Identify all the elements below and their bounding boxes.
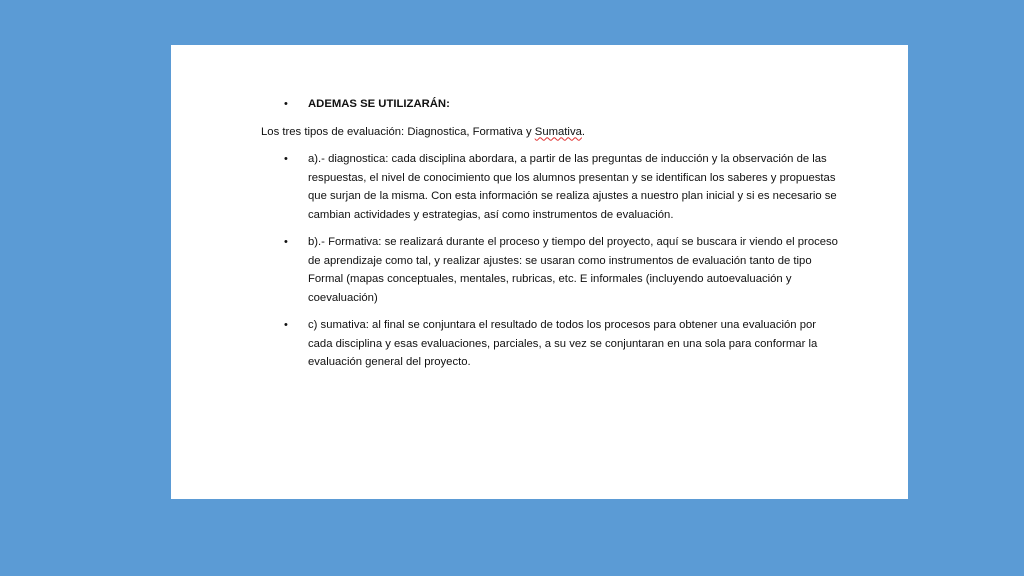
- section-heading: ADEMAS SE UTILIZARÁN:: [308, 98, 450, 110]
- list-item-sumativa: [261, 316, 841, 372]
- intro-paragraph: [261, 123, 841, 142]
- bullet-marker: •: [284, 236, 288, 248]
- heading-item: [261, 95, 841, 114]
- bullet-marker: •: [284, 153, 288, 165]
- list-item-diagnostica: [261, 150, 841, 224]
- document-content: [261, 95, 841, 381]
- list-item-text: a).- diagnostica: cada disciplina abordara, a partir de las preguntas de inducción y la observación de las respuestas, el nivel de conocimiento que los alumnos presentan y se identifican los saberes y propuestas que surjan de la misma. Con esta información se realiza ajustes a nuestro plan inicial y si es necesario se cambian actividades y estrategias, así como instrumentos de evaluación.: [308, 153, 837, 221]
- list-item-formativa: [261, 233, 841, 307]
- bullet-marker: •: [284, 98, 288, 110]
- list-item-text: c) sumativa: al final se conjuntara el resultado de todos los procesos para obtener una evaluación por cada disciplina y esas evaluaciones, parciales, a su vez se conjuntaran en una sola para conformar la evaluación general del proyecto.: [308, 319, 818, 368]
- document-page: [171, 45, 908, 499]
- intro-text-end: .: [581, 125, 586, 138]
- misspelled-word: Sumativa: [534, 125, 582, 138]
- list-item-text: b).- Formativa: se realizará durante el proceso y tiempo del proyecto, aquí se buscara ir viendo el proceso de aprendizaje como tal, y realizar ajustes: se usaran como instrumentos de evaluación tanto de tipo Formal (mapas conceptuales, mentales, rubricas, etc. E informales (incluyendo autoevaluación y coevaluación): [308, 236, 838, 304]
- bullet-marker: •: [284, 319, 288, 331]
- intro-text: Los tres tipos de evaluación: Diagnostica, Formativa y: [261, 125, 535, 138]
